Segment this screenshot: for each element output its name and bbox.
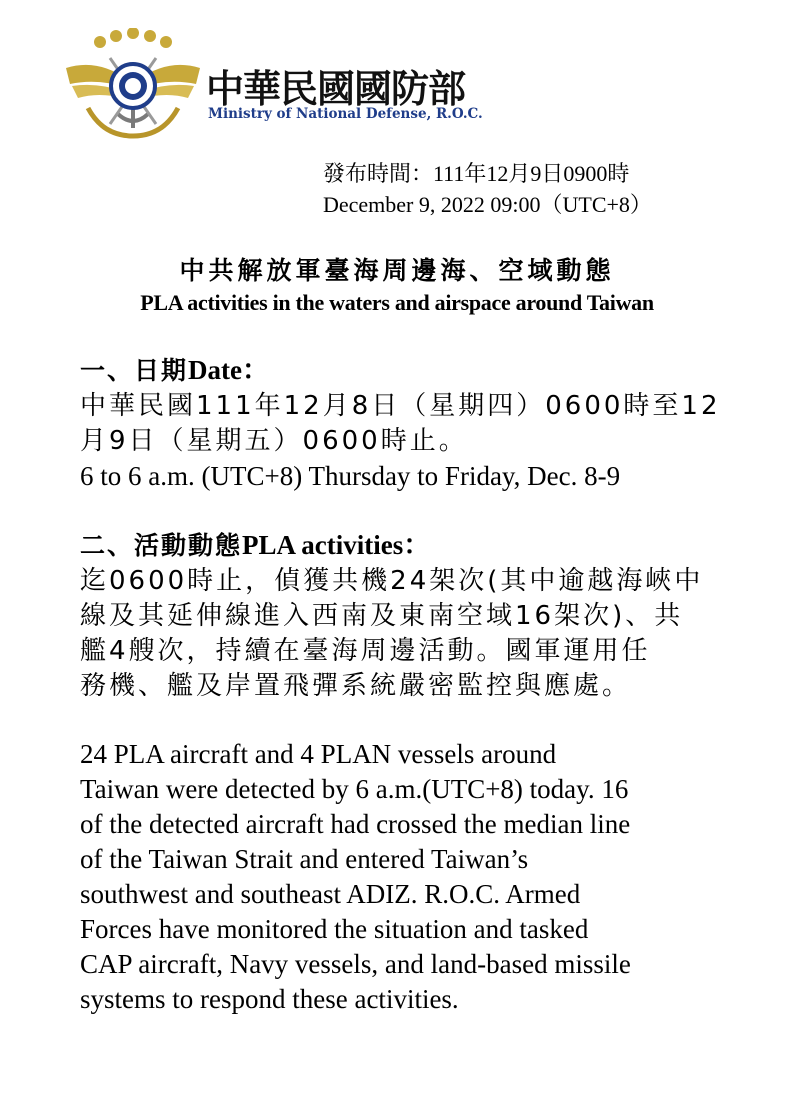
document-header — [58, 28, 578, 148]
section-activities-heading-cn: 二、活動動態 — [80, 531, 243, 560]
title-en: PLA activities in the waters and airspace around Taiwan — [140, 290, 654, 315]
title-cn: 中共解放軍臺海周邊海、空域動態 — [179, 256, 615, 285]
section-activities-heading-en: PLA activities： — [242, 530, 431, 560]
section-date-line: 月9日（星期五）0600時止。 — [80, 426, 468, 456]
section-activities-line: 務機、艦及岸置飛彈系統嚴密監控與應處。 — [80, 671, 632, 701]
section-date-en-line: 6 to 6 a.m. (UTC+8) Thursday to Friday, Dec. 8-9 — [80, 461, 621, 491]
section-activities-en-line: of the Taiwan Strait and entered Taiwan’s — [80, 844, 529, 874]
release-time-cn: 發布時間：111年12月9日0900時 — [323, 161, 630, 186]
org-name-en: Ministry of National Defense, R.O.C. — [208, 106, 483, 122]
section-activities-line: 線及其延伸線進入西南及東南空域16架次)、共 — [80, 601, 684, 631]
ministry-emblem-icon — [58, 28, 208, 140]
section-activities-heading — [80, 527, 740, 564]
section-date-line: 中華民國111年12月8日（星期四）0600時至12 — [80, 391, 721, 421]
release-time-en: December 9, 2022 09:00（UTC+8） — [323, 192, 652, 217]
section-date-heading — [80, 352, 740, 389]
section-date-heading-cn: 一、日期 — [80, 356, 189, 385]
section-activities-en-line: southwest and southeast ADIZ. R.O.C. Armed — [80, 879, 581, 909]
section-activities-en-line: 24 PLA aircraft and 4 PLAN vessels around — [80, 739, 557, 769]
section-activities-en-line: systems to respond these activities. — [80, 984, 459, 1014]
release-time — [323, 158, 652, 220]
section-activities-line: 迄0600時止，偵獲共機24架次(其中逾越海峽中 — [80, 566, 704, 596]
section-activities-en-line: Taiwan were detected by 6 a.m.(UTC+8) today. 16 — [80, 774, 629, 804]
document-title — [0, 254, 794, 318]
document-body — [80, 352, 740, 1017]
section-date-heading-en: Date： — [188, 355, 269, 385]
org-name-cn: 中華民國國防部 — [206, 67, 466, 111]
section-activities-en-line: of the detected aircraft had crossed the median line — [80, 809, 631, 839]
section-activities-en-line: Forces have monitored the situation and tasked — [80, 914, 589, 944]
section-activities-en-line: CAP aircraft, Navy vessels, and land-based missile — [80, 949, 631, 979]
section-activities-line: 艦4艘次，持續在臺海周邊活動。國軍運用任 — [80, 636, 651, 666]
